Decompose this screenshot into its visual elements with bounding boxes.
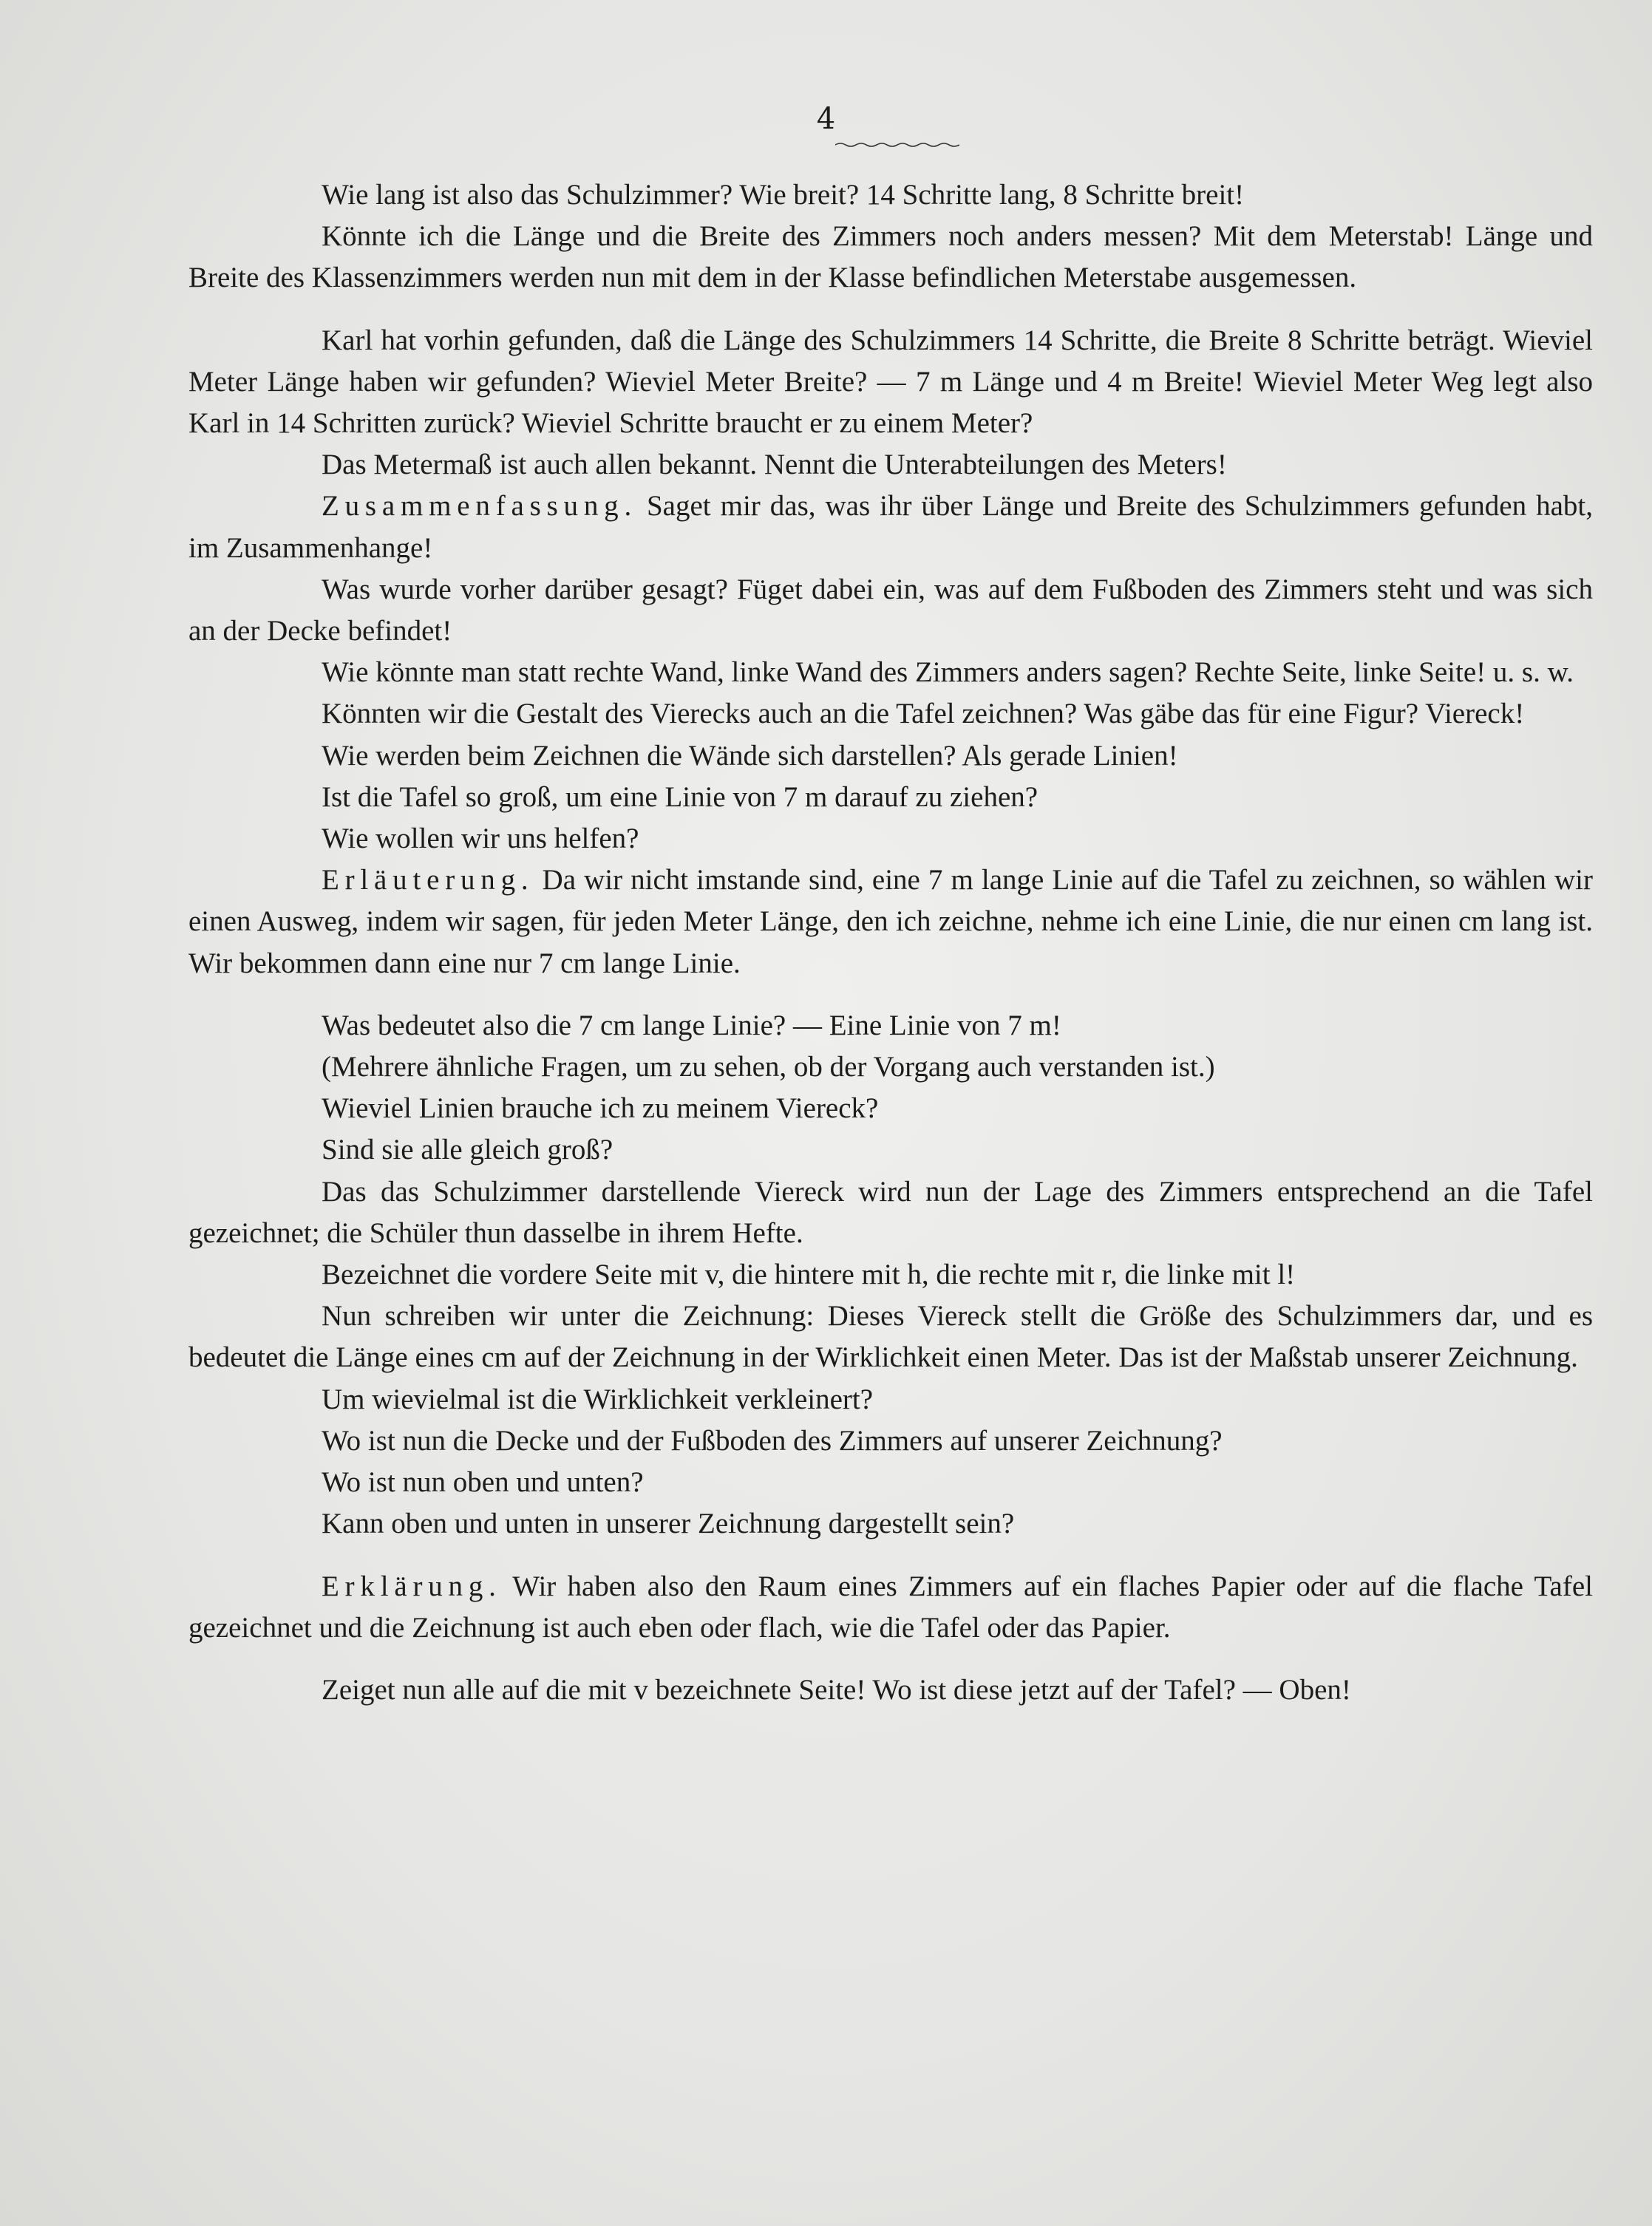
paragraph: Was bedeutet also die 7 cm lange Linie? — Eine Linie von 7 m! xyxy=(322,1009,1061,1041)
body-text xyxy=(188,174,1593,1711)
paragraph: Wie könnte man statt rechte Wand, linke Wand des Zimmers anders sagen? Rechte Seite, linke Seite! u. s. w. xyxy=(322,656,1574,689)
paragraph: Was wurde vorher darüber gesagt? Füget dabei ein, was auf dem Fußboden des Zimmers steht und was sich an der Decke befindet! xyxy=(188,573,1593,647)
paragraph: Kann oben und unten in unserer Zeichnung dargestellt sein? xyxy=(322,1508,1015,1540)
paragraph: Bezeichnet die vordere Seite mit v, die hintere mit h, die rechte mit r, die linke mit l! xyxy=(322,1259,1296,1291)
paragraph: Wo ist nun oben und unten? xyxy=(322,1466,644,1499)
paragraph: Ist die Tafel so groß, um eine Linie von 7 m darauf zu ziehen? xyxy=(322,780,1039,813)
paragraph: Erklärung. Wir haben also den Raum eines Zimmers auf ein flaches Papier oder auf die flache Tafel gezeichnet und die Zeichnung ist auch eben oder flach, wie die Tafel oder das Papier. xyxy=(188,1570,1593,1644)
paragraph: Um wievielmal ist die Wirklichkeit verkleinert? xyxy=(322,1383,874,1415)
paragraph: Wie lang ist also das Schulzimmer? Wie breit? 14 Schritte lang, 8 Schritte breit! xyxy=(322,179,1245,211)
paragraph: (Mehrere ähnliche Fragen, um zu sehen, ob der Vorgang auch verstanden ist.) xyxy=(322,1051,1215,1083)
paragraph: Könnten wir die Gestalt des Vierecks auch an die Tafel zeichnen? Was gäbe das für eine Figur? Viereck! xyxy=(322,698,1525,730)
paragraph: Das Metermaß ist auch allen bekannt. Nennt die Unterabteilungen des Meters! xyxy=(322,449,1227,481)
paragraph: Zusammenfassung. Saget mir das, was ihr über Länge und Breite des Schulzimmers gefunden habt, im Zusammenhange! xyxy=(188,490,1593,564)
section-label: Zusammenfassung. xyxy=(322,490,637,523)
paragraph: Nun schreiben wir unter die Zeichnung: Dieses Viereck stellt die Größe des Schulzimmers dar, und es bedeutet die Länge eines cm auf der Zeichnung in der Wirklichkeit einen Meter. Das ist der Maßstab unserer Zeichnung. xyxy=(188,1300,1593,1374)
paragraph: Könnte ich die Länge und die Breite des Zimmers noch anders messen? Mit dem Meterstab! Länge und Breite des Klassenzimmers werden nun mit dem in der Klasse befindlichen Meterstabe ausgemessen. xyxy=(188,220,1593,294)
section-label: Erklärung. xyxy=(322,1570,502,1602)
paragraph: Wo ist nun die Decke und der Fußboden des Zimmers auf unserer Zeichnung? xyxy=(322,1424,1223,1457)
section-label: Erläuterung. xyxy=(322,864,534,896)
paragraph: Wieviel Linien brauche ich zu meinem Viereck? xyxy=(322,1092,879,1125)
page-number-ornament xyxy=(835,142,959,148)
paragraph: Karl hat vorhin gefunden, daß die Länge des Schulzimmers 14 Schritte, die Breite 8 Schritte beträgt. Wieviel Meter Länge haben wir gefunden? Wieviel Meter Breite? — 7 m Länge und 4 m Breite! Wieviel Meter Weg legt also Karl in 14 Schritten zurück? Wieviel Schritte braucht er zu einem Meter? xyxy=(188,324,1593,440)
page-number: 4 xyxy=(816,102,836,136)
paragraph: Zeiget nun alle auf die mit v bezeichnete Seite! Wo ist diese jetzt auf der Tafel? — Oben! xyxy=(322,1673,1351,1706)
paragraph: Das das Schulzimmer darstellende Viereck wird nun der Lage des Zimmers entsprechend an die Tafel gezeichnet; die Schüler thun dasselbe in ihrem Hefte. xyxy=(188,1175,1593,1249)
paragraph: Sind sie alle gleich groß? xyxy=(322,1134,613,1166)
paragraph: Wie wollen wir uns helfen? xyxy=(322,823,639,855)
paragraph: Erläuterung. Da wir nicht imstande sind, eine 7 m lange Linie auf die Tafel zu zeichnen, so wählen wir einen Ausweg, indem wir sagen, für jeden Meter Länge, den ich zeichne, nehme ich eine Linie, die nur einen cm lang ist. Wir bekommen dann eine nur 7 cm lange Linie. xyxy=(188,864,1593,979)
paragraph: Wie werden beim Zeichnen die Wände sich darstellen? Als gerade Linien! xyxy=(322,739,1178,772)
